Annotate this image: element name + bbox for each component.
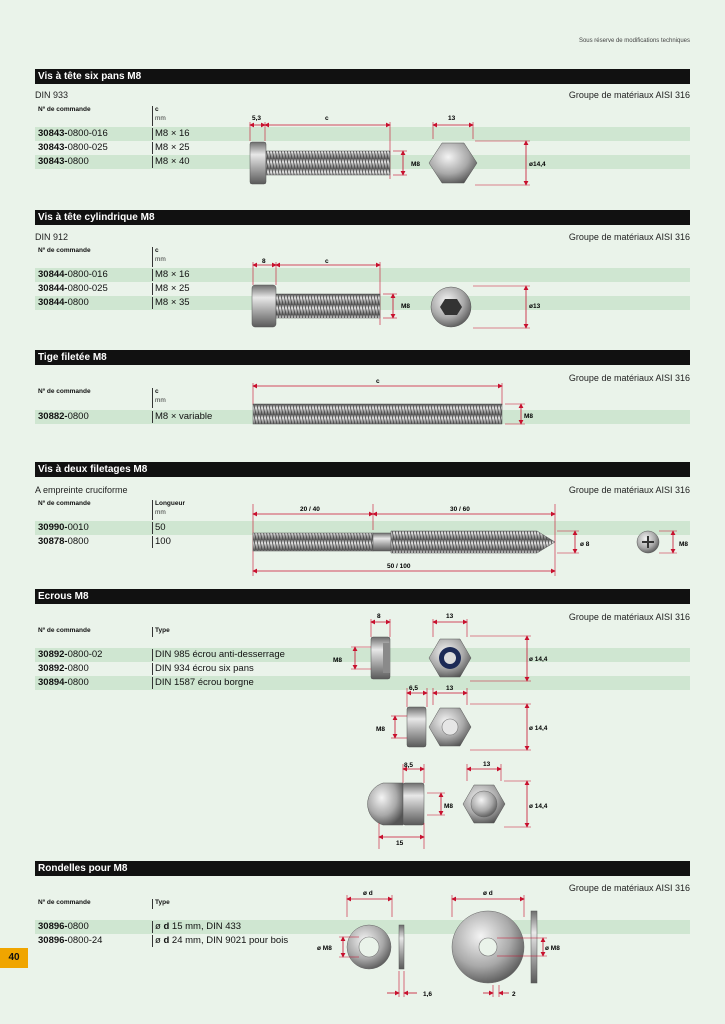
dim-inner-diameter: ø M8 [317, 945, 332, 952]
dim-head: 5,3 [252, 115, 262, 122]
table-header [35, 899, 335, 921]
table-row[interactable]: 30896-0800 ø d 15 mm, DIN 433 [35, 920, 690, 934]
dim-thread: M8 [524, 413, 534, 420]
screw-head [250, 142, 266, 184]
table-row[interactable]: 30843-0800-016 M8 × 16 [35, 127, 690, 141]
dim-thickness: 2 [512, 991, 516, 998]
table-row[interactable]: 30844-0800-016 M8 × 16 [35, 268, 690, 282]
section-cylinder-screw [35, 210, 690, 330]
dim-thread: M8 [376, 726, 386, 733]
col-length: c [155, 388, 159, 395]
col-length: c [155, 106, 159, 113]
table-row[interactable]: 30896-0800-24 ø d 24 mm, DIN 9021 pour bois [38, 935, 289, 946]
hex-nut-drawing [333, 685, 563, 760]
table-header [35, 627, 335, 649]
col-order-number: Nº de commande [38, 500, 91, 507]
dim-across-flats: 13 [483, 761, 491, 768]
dim-thread: M8 [679, 541, 689, 548]
shank [373, 533, 391, 551]
section-threaded-rod [35, 350, 690, 440]
col-length: c [155, 247, 159, 254]
table-row[interactable]: 30843-0800-025 M8 × 25 [38, 142, 190, 153]
section-nuts [35, 589, 690, 849]
dim-total-height: 15 [396, 840, 404, 847]
washers-drawing [307, 887, 567, 999]
section-washers [35, 861, 690, 1001]
page-number: 40 [0, 948, 28, 968]
nylon-insert [383, 643, 390, 673]
table-row[interactable]: 30990-0010 50 [35, 521, 690, 535]
col-unit: mm [155, 115, 166, 122]
table-row[interactable]: 30878-0800 100 [38, 536, 171, 547]
dim-diameter: ø13 [529, 303, 541, 310]
lock-nut-drawing [333, 609, 563, 689]
col-type: Type [155, 627, 170, 634]
washer-small-side [399, 925, 404, 969]
dim-length: c [325, 115, 329, 122]
section-hex-screw [35, 69, 690, 189]
dim-diameter: ø 14,4 [529, 803, 548, 810]
material-group: Groupe de matériaux AISI 316 [568, 485, 690, 495]
material-group: Groupe de matériaux AISI 316 [568, 612, 690, 622]
dim-across-flats: 13 [446, 685, 454, 692]
hex-screw-drawing [245, 109, 546, 189]
rod-thread [253, 404, 502, 424]
section-subtitle: DIN 933 [35, 90, 69, 100]
screw-thread [266, 151, 390, 175]
machine-thread [253, 533, 373, 551]
double-thread-drawing [245, 500, 690, 580]
disclaimer: Sous réserve de modifications techniques [578, 38, 690, 44]
cylinder-screw-drawing [245, 255, 541, 330]
dim-diameter: ø 8 [580, 541, 590, 548]
dim-thread: M8 [333, 657, 343, 664]
cap-nut-drawing [333, 761, 563, 851]
col-order-number: Nº de commande [38, 899, 91, 906]
wood-thread [391, 531, 555, 553]
dim-height: 8 [377, 613, 381, 620]
section-subtitle: DIN 912 [35, 232, 69, 242]
threaded-rod-drawing [245, 375, 545, 435]
col-unit: mm [155, 509, 166, 516]
col-type: Type [155, 899, 170, 906]
hex-head-top-view [429, 143, 477, 183]
material-group: Groupe de matériaux AISI 316 [568, 883, 690, 893]
col-length: Longueur [155, 500, 185, 507]
dim-height: 8,5 [404, 762, 414, 769]
dim-left-length: 20 / 40 [300, 506, 320, 513]
col-order-number: Nº de commande [38, 627, 91, 634]
dim-right-length: 30 / 60 [450, 506, 470, 513]
dim-height: 6,5 [409, 685, 419, 692]
dim-across-flats: 13 [446, 613, 454, 620]
section-title: Ecrous M8 [35, 589, 690, 604]
section-double-thread-screw [35, 462, 690, 582]
dim-outer-diameter: ø d [483, 890, 493, 897]
washer-large-hole [479, 938, 497, 956]
dim-thickness: 1,6 [423, 991, 433, 998]
dim-length: c [325, 258, 329, 265]
nut-side-view [403, 783, 424, 825]
col-order-number: Nº de commande [38, 388, 91, 395]
cap-dome-top [471, 791, 497, 817]
col-unit: mm [155, 256, 166, 263]
dim-total-length: 50 / 100 [387, 563, 411, 570]
washer-large-side [531, 911, 537, 983]
nut-side-view [407, 707, 426, 747]
dim-diameter: ø 14,4 [529, 725, 548, 732]
table-row[interactable]: 30843-0800 M8 × 40 [35, 155, 690, 169]
dim-outer-diameter: ø d [363, 890, 373, 897]
dim-inner-diameter: ø M8 [545, 945, 560, 952]
screw-head [252, 285, 276, 327]
washer-small-hole [359, 937, 379, 957]
section-title: Vis à tête cylindrique M8 [35, 210, 690, 225]
dim-across-flats: 13 [448, 115, 456, 122]
section-subtitle: A empreinte cruciforme [35, 485, 128, 495]
dim-length: c [376, 378, 380, 385]
dim-thread: M8 [411, 161, 421, 168]
nut-hole [442, 719, 458, 735]
section-title: Tige filetée M8 [35, 350, 690, 365]
table-row[interactable]: 30844-0800 M8 × 35 [35, 296, 690, 310]
nut-hole [444, 652, 456, 664]
section-title: Vis à tête six pans M8 [35, 69, 690, 84]
material-group: Groupe de matériaux AISI 316 [568, 232, 690, 242]
table-row[interactable]: 30892-0800 DIN 934 écrou six pans [38, 663, 254, 674]
col-order-number: Nº de commande [38, 247, 91, 254]
section-title: Rondelles pour M8 [35, 861, 690, 876]
material-group: Groupe de matériaux AISI 316 [568, 90, 690, 100]
dim-head: 8 [262, 258, 266, 265]
table-row[interactable]: 30894-0800 DIN 1587 écrou borgne [35, 676, 690, 690]
table-row[interactable]: 30892-0800-02 DIN 985 écrou anti-desserrage [35, 648, 690, 662]
col-order-number: Nº de commande [38, 106, 91, 113]
section-title: Vis à deux filetages M8 [35, 462, 690, 477]
cap-dome-side [368, 783, 403, 825]
dim-thread: M8 [444, 803, 454, 810]
material-group: Groupe de matériaux AISI 316 [568, 373, 690, 383]
dim-diameter: ø14,4 [529, 161, 546, 168]
table-row[interactable]: 30844-0800-025 M8 × 25 [38, 283, 190, 294]
dim-diameter: ø 14,4 [529, 656, 548, 663]
col-unit: mm [155, 397, 166, 404]
screw-thread [276, 294, 380, 318]
table-row[interactable]: 30882-0800 M8 × variable [35, 410, 690, 424]
dim-thread: M8 [401, 303, 411, 310]
